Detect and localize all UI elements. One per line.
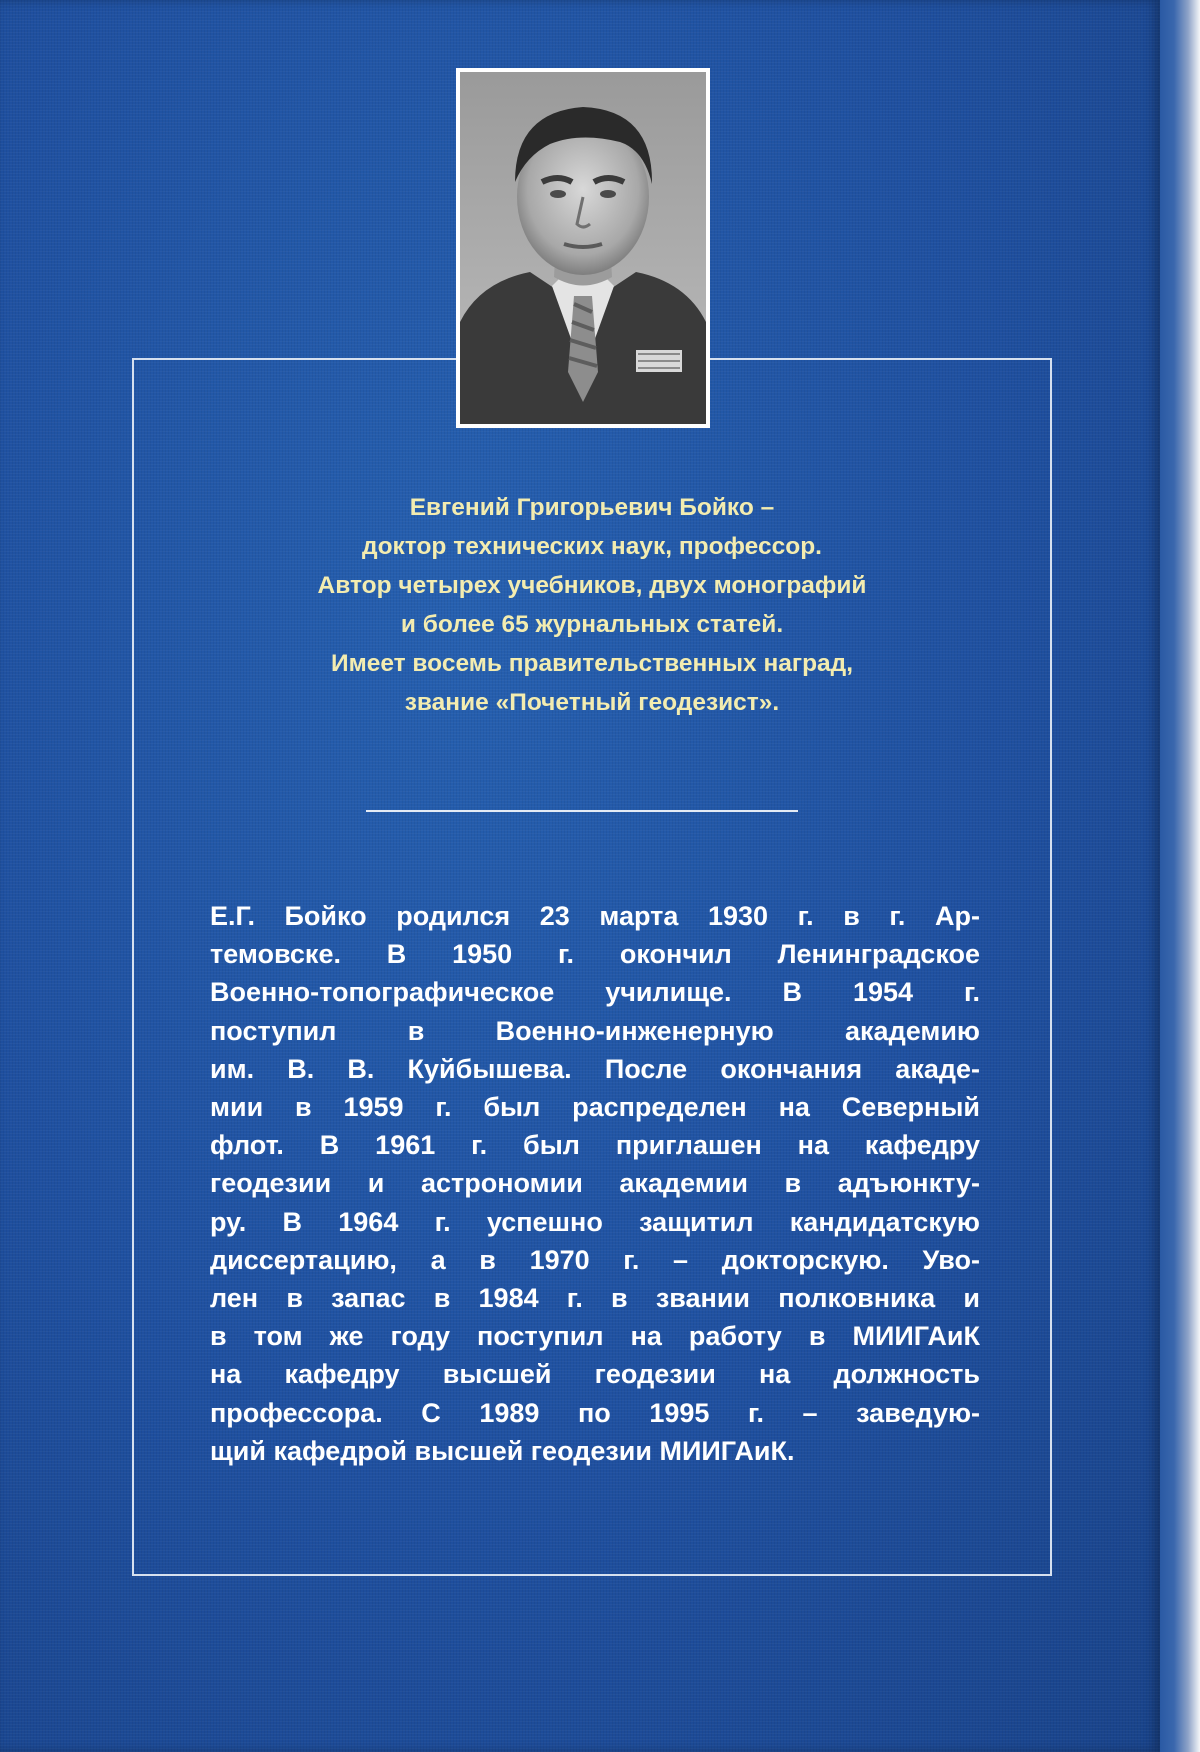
bio-line: темовске. В 1950 г. окончил Ленинградское <box>210 939 980 970</box>
summary-line: Автор четырех учебников, двух монографий <box>317 572 867 599</box>
bio-line: им. В. В. Куйбышева. После окончания акаде- <box>210 1053 980 1084</box>
bio-line: диссертацию, а в 1970 г. – докторскую. Уво- <box>210 1244 980 1275</box>
cover-right-edge <box>1160 0 1200 1752</box>
bio-line: лен в запас в 1984 г. в звании полковника и <box>210 1283 980 1314</box>
summary-line: и более 65 журнальных статей. <box>400 611 784 638</box>
author-portrait-photo <box>456 68 710 428</box>
summary-line: Имеет восемь правительственных наград, <box>330 650 854 677</box>
bio-line: Военно-топографическое училище. В 1954 г. <box>210 977 980 1008</box>
summary-line: доктор технических наук, профессор. <box>362 533 822 560</box>
bio-line: мии в 1959 г. был распределен на Северный <box>210 1092 980 1123</box>
bio-line: щий кафедрой высшей геодезии МИИГАиК. <box>210 1435 795 1466</box>
bio-line: геодезии и астрономии академии в адъюнкту- <box>210 1168 980 1199</box>
bio-line: в том же году поступил на работу в МИИГАиК <box>210 1321 980 1352</box>
summary-line: звание «Почетный геодезист». <box>404 689 780 716</box>
bio-line: Е.Г. Бойко родился 23 марта 1930 г. в г. Ар- <box>210 901 980 931</box>
bio-line: флот. В 1961 г. был приглашен на кафедру <box>210 1130 980 1161</box>
bio-line: поступил в Военно-инженерную академию <box>210 1015 980 1046</box>
author-summary <box>132 488 1052 722</box>
bio-line: ру. В 1964 г. успешно защитил кандидатскую <box>210 1206 980 1237</box>
section-divider <box>366 810 798 812</box>
bio-line: на кафедру высшей геодезии на должность <box>210 1359 980 1390</box>
author-biography <box>210 897 980 1470</box>
bio-line: профессора. С 1989 по 1995 г. – заведую- <box>210 1397 980 1428</box>
author-portrait-image <box>460 72 706 424</box>
summary-line: Евгений Григорьевич Бойко – <box>409 494 775 521</box>
